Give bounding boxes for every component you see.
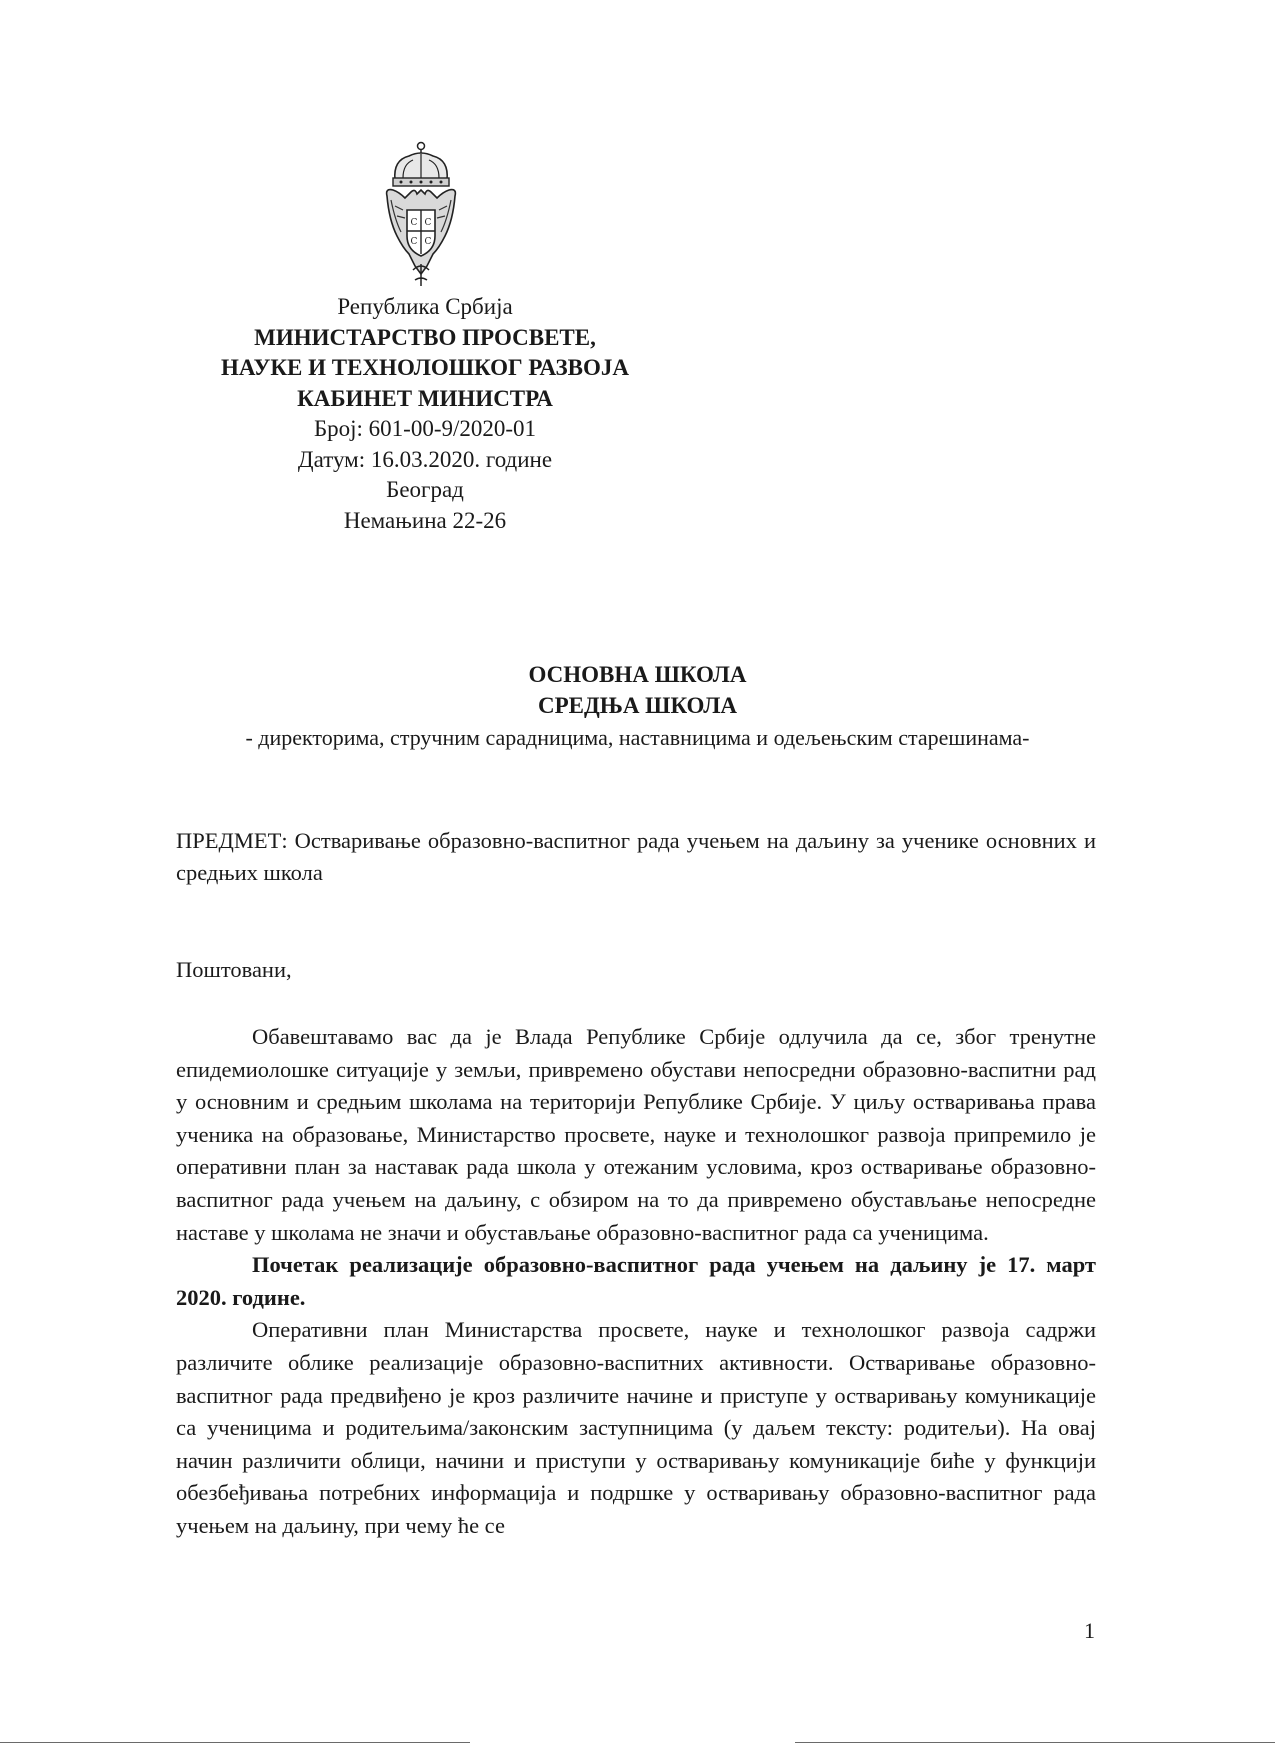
svg-text:С: С — [410, 218, 418, 228]
svg-text:С: С — [410, 237, 418, 247]
scan-edge-mark-right — [795, 1742, 1275, 1743]
page-number: 1 — [1084, 1618, 1095, 1643]
recipients-block — [150, 659, 1125, 753]
serbian-coat-of-arms-icon — [381, 140, 461, 288]
letterhead — [160, 292, 690, 536]
address: Немањина 22-26 — [343, 507, 507, 533]
ministry-name-line1: МИНИСТАРСТВО ПРОСВЕТЕ, — [254, 324, 596, 350]
republic-name: Република Србија — [337, 294, 513, 319]
scan-edge-mark-left — [0, 1742, 470, 1743]
svg-text:С: С — [424, 237, 432, 247]
salutation: Поштовани, — [176, 957, 292, 982]
subject-line: ПРЕДМЕТ: Остваривање образовно-васпитног рада учењем на даљину за ученике основних и средњих школа — [176, 828, 1096, 885]
document-number: Број: 601-00-9/2020-01 — [313, 416, 537, 441]
cabinet-name: КАБИНЕТ МИНИСТРА — [297, 385, 553, 411]
body-paragraph-1: Обавештавамо вас да је Влада Републике Србије одлучила да се, због тренутне епидемиолошке ситуације у земљи, привремено обустави непосредни образовно-васпитни рад у основним и средњим школама на територији Републике Србије. У циљу остваривања права ученика на образовање, Министарство просвете, науке и технолошког развоја припремило је оперативни план за наставак рада школа у отежаним условима, кроз остваривање образовно-васпитног рада учењем на даљину, с обзиром на то да привремено обустављање непосредне наставе у школама не значи и обустављање образовно-васпитног рада са ученицима. — [176, 1024, 1096, 1245]
document-date: Датум: 16.03.2020. године — [297, 446, 553, 472]
svg-text:С: С — [424, 218, 432, 228]
recipient-secondary-school: СРЕДЊА ШКОЛА — [537, 693, 738, 718]
ministry-name-line2: НАУКЕ И ТЕХНОЛОШКОГ РАЗВОЈА — [221, 355, 629, 380]
recipient-addressees: - директорима, стручним сарадницима, наставницима и одељењским старешинама- — [245, 725, 1030, 750]
body-paragraph-3: Оперативни план Министарства просвете, науке и технолошког развоја садржи различите облике реализације образовно-васпитних активности. Остваривање образовно-васпитног рада предвиђено је кроз различите начине и приступе у остваривању комуникације са ученицима и родитељима/законским заступницима (у даљем тексту: родитељи). На овај начин различити облици, начини и приступи у остваривању комуникације биће у функцији обезбеђивања потребних информација и подршке у остваривању образовно-васпитног рада учењем на даљину, при чему ће се — [176, 1317, 1096, 1538]
body-paragraph-2-start-date: Почетак реализације образовно-васпитног рада учењем на даљину је 17. март 2020. године. — [176, 1252, 1096, 1310]
letter-body — [176, 1021, 1096, 1543]
city: Београд — [386, 477, 464, 502]
recipient-primary-school: ОСНОВНА ШКОЛА — [528, 662, 747, 687]
